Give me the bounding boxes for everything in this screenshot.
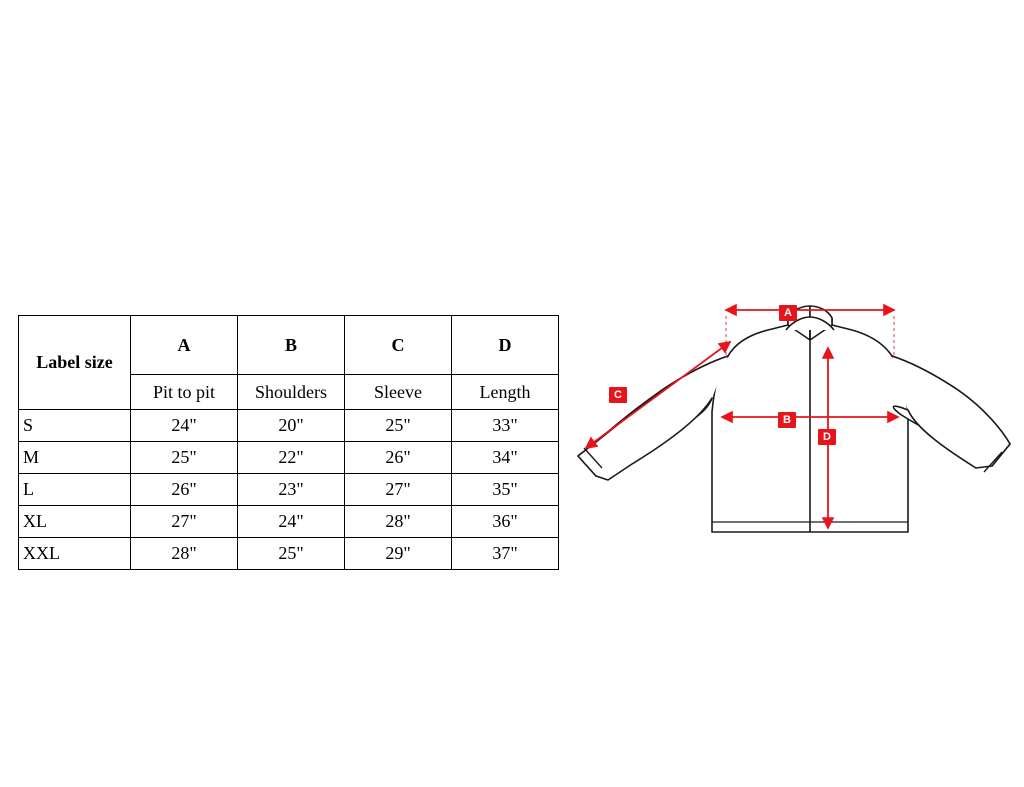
column-letter-d: D [452,316,559,375]
column-letter-c: C [345,316,452,375]
cell-xl-pit-to-pit: 27" [131,506,238,538]
row-size-s: S [19,410,131,442]
cell-l-length: 35" [452,474,559,506]
cell-s-sleeve: 25" [345,410,452,442]
cell-l-pit-to-pit: 26" [131,474,238,506]
garment-illustration [540,270,1024,570]
table-row [19,442,559,474]
cell-s-length: 33" [452,410,559,442]
marker-badge-d: D [818,429,836,445]
table-row [19,506,559,538]
cell-xxl-sleeve: 29" [345,538,452,570]
cell-xl-sleeve: 28" [345,506,452,538]
column-name-length: Length [452,375,559,410]
marker-badge-c: C [609,387,627,403]
cell-s-shoulders: 20" [238,410,345,442]
column-name-shoulders: Shoulders [238,375,345,410]
cell-m-pit-to-pit: 25" [131,442,238,474]
cell-m-sleeve: 26" [345,442,452,474]
cell-m-length: 34" [452,442,559,474]
marker-badge-a: A [779,305,797,321]
size-chart-table [18,315,559,570]
table-row [19,410,559,442]
column-letter-b: B [238,316,345,375]
row-size-m: M [19,442,131,474]
label-size-header: Label size [19,316,131,410]
row-size-xl: XL [19,506,131,538]
cell-l-sleeve: 27" [345,474,452,506]
cell-l-shoulders: 23" [238,474,345,506]
column-letter-a: A [131,316,238,375]
cell-xl-shoulders: 24" [238,506,345,538]
column-name-sleeve: Sleeve [345,375,452,410]
table-header-row-letters [19,316,559,375]
cell-s-pit-to-pit: 24" [131,410,238,442]
cell-xl-length: 36" [452,506,559,538]
row-size-l: L [19,474,131,506]
column-name-pit-to-pit: Pit to pit [131,375,238,410]
table-row [19,474,559,506]
size-chart-container [18,315,558,570]
row-size-xxl: XXL [19,538,131,570]
marker-badge-b: B [778,412,796,428]
table-row [19,538,559,570]
cell-xxl-shoulders: 25" [238,538,345,570]
cell-m-shoulders: 22" [238,442,345,474]
cell-xxl-length: 37" [452,538,559,570]
cell-xxl-pit-to-pit: 28" [131,538,238,570]
